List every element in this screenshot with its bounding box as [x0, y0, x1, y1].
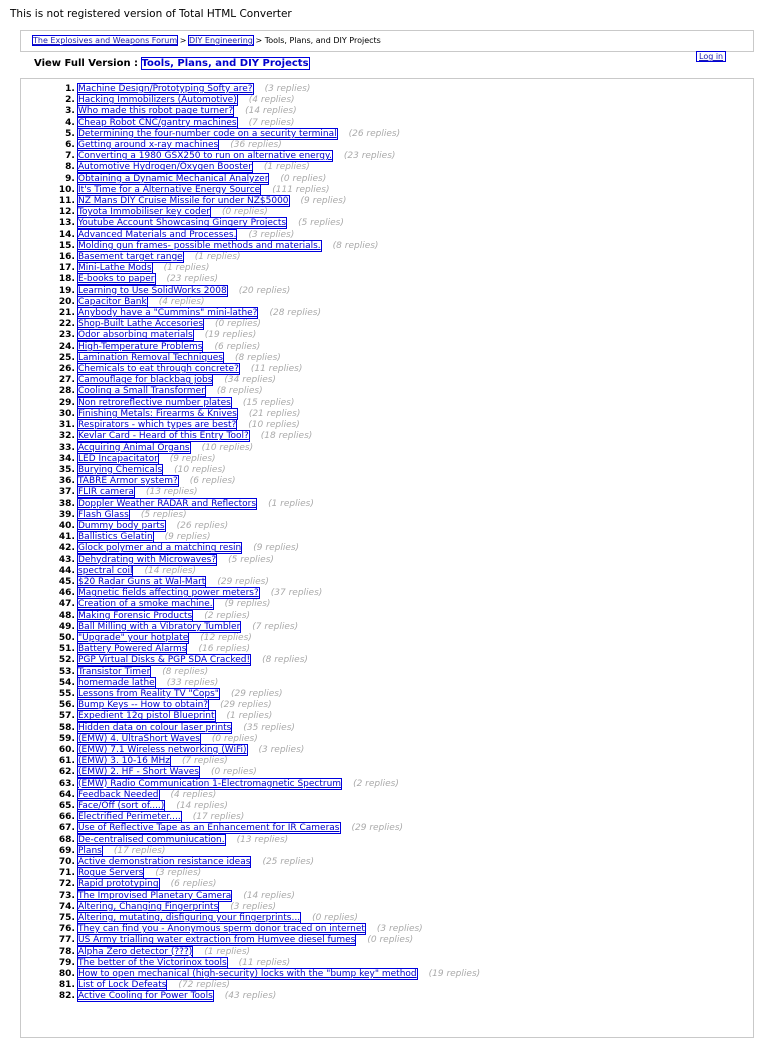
reply-count: (4 replies): [248, 95, 295, 106]
thread-item: [78, 196, 480, 207]
thread-item: [78, 689, 480, 700]
thread-link[interactable]: Plans: [78, 845, 102, 856]
reply-count: (1 replies): [163, 263, 210, 274]
thread-item: [78, 935, 480, 946]
thread-item: [78, 857, 480, 868]
thread-link[interactable]: Lamination Removal Techniques: [78, 352, 223, 363]
thread-link[interactable]: (EMW) 4. UltraShort Waves: [78, 733, 200, 744]
reply-count: (1 replies): [204, 946, 251, 957]
reply-count: (5 replies): [298, 218, 344, 229]
reply-count: (11 replies): [238, 957, 291, 968]
thread-link[interactable]: Converting a 1980 GSX250 to run on alternative energy.: [78, 151, 332, 162]
thread-link[interactable]: Lessons from Reality TV "Cops": [78, 688, 219, 699]
thread-link[interactable]: How to open mechanical (high-security) locks with the "bump key" method: [78, 969, 417, 980]
reply-count: (43 replies): [224, 991, 277, 1002]
thread-link[interactable]: NZ Mans DIY Cruise Missile for under NZ$5000: [78, 196, 289, 207]
reply-count: (17 replies): [192, 812, 245, 823]
thread-item: [78, 655, 480, 666]
reply-count: (1 replies): [268, 498, 314, 509]
thread-link[interactable]: They can find you - Anonymous sperm donor traced on internet: [78, 924, 365, 935]
thread-item: [78, 286, 480, 297]
reply-count: (29 replies): [230, 688, 283, 699]
thread-item: [78, 969, 480, 980]
thread-link[interactable]: Capacitor Bank: [78, 296, 147, 307]
thread-link[interactable]: Doppler Weather RADAR and Reflectors: [78, 498, 257, 509]
thread-item: [78, 980, 480, 991]
thread-item: [78, 431, 480, 442]
thread-item: [78, 543, 480, 554]
thread-item: [78, 353, 480, 364]
thread-link[interactable]: List of Lock Defeats: [78, 980, 167, 991]
reply-count: (4 replies): [170, 789, 217, 800]
thread-item: [78, 443, 480, 454]
thread-item: [78, 779, 480, 790]
thread-link[interactable]: PGP Virtual Disks & PGP SDA Cracked!: [78, 655, 251, 666]
thread-item: [78, 521, 480, 532]
thread-link[interactable]: Acquiring Animal Organs: [78, 442, 190, 453]
thread-item: [78, 846, 480, 857]
unregistered-banner: This is not registered version of Total HTML Converter: [10, 8, 292, 20]
reply-count: (3 replies): [155, 868, 202, 879]
reply-count: (12 replies): [200, 632, 252, 643]
reply-count: (0 replies): [211, 767, 257, 778]
thread-item: [78, 711, 480, 722]
reply-count: (10 replies): [174, 464, 226, 475]
reply-count: (10 replies): [248, 420, 300, 431]
reply-count: (3 replies): [376, 924, 423, 935]
reply-count: (0 replies): [211, 733, 258, 744]
reply-count: (19 replies): [428, 969, 481, 980]
thread-item: [78, 532, 480, 543]
thread-item: [78, 823, 480, 834]
reply-count: (34 replies): [224, 375, 276, 386]
reply-count: (1 replies): [194, 252, 241, 263]
thread-link[interactable]: Bump Keys -- How to obtain?: [78, 700, 209, 711]
thread-link[interactable]: Creation of a smoke machine.: [78, 599, 213, 610]
thread-link[interactable]: LED Incapacitator: [78, 453, 158, 464]
thread-item: [78, 644, 480, 655]
thread-item: [78, 420, 480, 431]
reply-count: (14 replies): [144, 565, 196, 576]
reply-count: (9 replies): [253, 543, 300, 554]
thread-link[interactable]: Rapid prototyping: [78, 879, 159, 890]
thread-item: [78, 252, 480, 263]
reply-count: (2 replies): [353, 778, 399, 789]
thread-item: [78, 162, 480, 173]
thread-link[interactable]: Active Cooling for Power Tools: [78, 991, 213, 1002]
thread-link[interactable]: Dehydrating with Microwaves?: [78, 554, 217, 565]
reply-count: (29 replies): [217, 576, 269, 587]
thread-link[interactable]: $20 Radar Guns at Wal-Mart: [78, 576, 206, 587]
reply-count: (26 replies): [176, 520, 229, 531]
thread-item: [78, 398, 480, 409]
reply-count: (11 replies): [250, 364, 303, 375]
thread-link[interactable]: (EMW) 7.1 Wireless networking (WiFi): [78, 744, 247, 755]
thread-item: [78, 756, 480, 767]
full-version-label: View Full Version :: [34, 58, 139, 69]
thread-item: [78, 790, 480, 801]
thread-item: [78, 868, 480, 879]
thread-link[interactable]: Youtube Account Showcasing Gingery Projects: [78, 218, 287, 229]
thread-link[interactable]: It's Time for a Alternative Energy Source: [78, 184, 261, 195]
thread-item: [78, 84, 480, 95]
thread-item: [78, 913, 480, 924]
thread-item: [78, 745, 480, 756]
thread-link[interactable]: Altering, mutating, disfiguring your fingerprints...: [78, 913, 301, 924]
thread-item: [78, 588, 480, 599]
thread-list: [0, 84, 480, 1003]
reply-count: (14 replies): [245, 106, 297, 117]
reply-count: (9 replies): [169, 453, 216, 464]
reply-count: (10 replies): [201, 442, 254, 453]
thread-link[interactable]: Who made this robot page turner?: [78, 106, 234, 117]
thread-link[interactable]: Kevlar Card - Heard of this Entry Tool?: [78, 431, 249, 442]
thread-item: [78, 95, 480, 106]
thread-item: [78, 734, 480, 745]
breadcrumb-separator: >: [179, 36, 187, 45]
thread-link[interactable]: "Upgrade" your hotplate: [78, 632, 189, 643]
thread-link[interactable]: Feedback Needed: [78, 789, 159, 800]
thread-item: [78, 342, 480, 353]
thread-link[interactable]: Use of Reflective Tape as an Enhancement for IR Cameras: [78, 823, 340, 834]
reply-count: (3 replies): [264, 84, 311, 94]
thread-item: [78, 633, 480, 644]
thread-link[interactable]: E-books to paper: [78, 274, 155, 285]
reply-count: (36 replies): [230, 140, 282, 151]
thread-item: [78, 263, 480, 274]
thread-link[interactable]: Altering, Changing Fingerprints: [78, 901, 219, 912]
reply-count: (111 replies): [272, 184, 330, 195]
thread-link[interactable]: Machine Design/Prototyping Softy are?: [78, 84, 253, 94]
thread-item: [78, 924, 480, 935]
thread-item: [78, 308, 480, 319]
thread-item: [78, 118, 480, 129]
reply-count: (6 replies): [214, 341, 261, 352]
thread-link[interactable]: Hidden data on colour laser prints: [78, 722, 232, 733]
thread-link[interactable]: Toyota Immobiliser key coder: [78, 207, 210, 218]
thread-link[interactable]: Alpha Zero detector (???): [78, 946, 193, 957]
reply-count: (0 replies): [312, 913, 358, 924]
login-link[interactable]: Log in: [699, 52, 724, 61]
thread-link[interactable]: Automotive Hydrogen/Oxygen Booster: [78, 162, 252, 173]
thread-link[interactable]: Flash Glass: [78, 509, 129, 520]
thread-item: [78, 801, 480, 812]
reply-count: (33 replies): [166, 677, 219, 688]
reply-count: (20 replies): [238, 285, 291, 296]
thread-item: [78, 723, 480, 734]
breadcrumb-forum-link[interactable]: The Explosives and Weapons Forum: [33, 36, 178, 45]
thread-link[interactable]: Getting around x-ray machines: [78, 140, 219, 151]
thread-link[interactable]: High-Temperature Problems: [78, 341, 203, 352]
full-version-heading: [34, 58, 309, 69]
reply-count: (25 replies): [262, 857, 314, 868]
thread-item: [78, 991, 480, 1002]
thread-item: [78, 218, 480, 229]
reply-count: (16 replies): [198, 644, 250, 655]
reply-count: (7 replies): [252, 621, 299, 632]
thread-link[interactable]: Cooling a Small Transformer: [78, 386, 205, 397]
thread-item: [78, 958, 480, 969]
reply-count: (1 replies): [263, 162, 310, 173]
thread-link[interactable]: Camouflage for blackbag jobs: [78, 375, 213, 386]
reply-count: (3 replies): [258, 744, 305, 755]
reply-count: (29 replies): [220, 700, 272, 711]
thread-link[interactable]: Mini-Lathe Mods: [78, 263, 152, 274]
thread-link[interactable]: FLIR camera: [78, 487, 134, 498]
thread-item: [78, 375, 480, 386]
thread-item: [78, 566, 480, 577]
reply-count: (4 replies): [158, 296, 205, 307]
thread-item: [78, 140, 480, 151]
thread-link[interactable]: Respirators - which types are best?: [78, 420, 237, 431]
thread-link[interactable]: Burying Chemicals: [78, 464, 163, 475]
thread-link[interactable]: Magnetic fields affecting power meters?: [78, 588, 259, 599]
thread-item: [78, 207, 480, 218]
reply-count: (19 replies): [204, 330, 257, 341]
thread-item: [78, 947, 480, 958]
thread-link[interactable]: The better of the Victorinox tools: [78, 957, 227, 968]
reply-count: (0 replies): [215, 319, 261, 330]
breadcrumb: [20, 30, 754, 52]
thread-link[interactable]: Chemicals to eat through concrete?: [78, 364, 239, 375]
reply-count: (5 replies): [228, 554, 274, 565]
thread-link[interactable]: Molding gun frames- possible methods and materials.: [78, 240, 321, 251]
reply-count: (3 replies): [248, 229, 295, 240]
thread-item: [78, 510, 480, 521]
thread-item: [78, 767, 480, 778]
thread-item: [78, 129, 480, 140]
thread-link[interactable]: Electrified Perimeter....: [78, 812, 181, 823]
thread-link[interactable]: Basement target range: [78, 252, 183, 263]
reply-count: (17 replies): [113, 845, 166, 856]
reply-count: (13 replies): [145, 487, 198, 498]
thread-link[interactable]: Obtaining a Dynamic Mechanical Analyzer: [78, 173, 269, 184]
reply-count: (9 replies): [300, 196, 347, 207]
thread-item: [78, 185, 480, 196]
thread-item: [78, 409, 480, 420]
thread-item: [78, 106, 480, 117]
reply-count: (6 replies): [170, 879, 217, 890]
thread-item: [78, 487, 480, 498]
thread-link[interactable]: Rogue Servers: [78, 868, 144, 879]
thread-link[interactable]: homemade lathe: [78, 677, 155, 688]
thread-link[interactable]: Anybody have a "Cummins" mini-lathe?: [78, 308, 258, 319]
reply-count: (29 replies): [351, 823, 404, 834]
thread-link[interactable]: Active demonstration resistance ideas: [78, 857, 251, 868]
thread-item: [78, 555, 480, 566]
reply-count: (0 replies): [221, 207, 268, 218]
thread-item: [78, 577, 480, 588]
thread-item: [78, 700, 480, 711]
reply-count: (7 replies): [248, 117, 295, 128]
thread-item: [78, 465, 480, 476]
thread-item: [78, 241, 480, 252]
reply-count: (28 replies): [269, 308, 321, 319]
full-version-link[interactable]: Tools, Plans, and DIY Projects: [141, 58, 309, 69]
thread-item: [78, 274, 480, 285]
thread-item: [78, 476, 480, 487]
reply-count: (3 replies): [230, 901, 277, 912]
reply-count: (8 replies): [162, 666, 209, 677]
reply-count: (9 replies): [164, 532, 211, 543]
thread-link[interactable]: TABRE Armor system?: [78, 476, 178, 487]
reply-count: (23 replies): [343, 151, 396, 162]
thread-item: [78, 835, 480, 846]
thread-item: [78, 499, 480, 510]
breadcrumb-current: Tools, Plans, and DIY Projects: [264, 36, 381, 45]
reply-count: (14 replies): [176, 801, 228, 811]
thread-item: [78, 902, 480, 913]
thread-link[interactable]: Expedient 12g pistol Blueprint: [78, 711, 215, 722]
thread-link[interactable]: Face/Off (sort of....): [78, 801, 165, 811]
reply-count: (0 replies): [367, 935, 414, 946]
thread-item: [78, 667, 480, 678]
thread-link[interactable]: Determining the four-number code on a security terminal: [78, 128, 337, 139]
thread-link[interactable]: The Improvised Planetary Camera: [78, 890, 232, 901]
thread-item: [78, 174, 480, 185]
thread-link[interactable]: Ballistics Gelatin: [78, 532, 153, 543]
reply-count: (6 replies): [189, 476, 236, 487]
reply-count: (72 replies): [178, 980, 230, 991]
thread-link[interactable]: Battery Powered Alarms: [78, 644, 187, 655]
thread-link[interactable]: De-centralised communiucation.: [78, 834, 225, 845]
thread-link[interactable]: (EMW) 3. 10-16 MHz: [78, 756, 170, 767]
thread-item: [78, 678, 480, 689]
reply-count: (37 replies): [270, 588, 323, 599]
thread-link[interactable]: Hacking Immobilizers (Automotive): [78, 95, 237, 106]
reply-count: (7 replies): [181, 756, 228, 767]
reply-count: (8 replies): [216, 386, 263, 397]
reply-count: (14 replies): [243, 890, 295, 901]
thread-link[interactable]: spectral coil: [78, 565, 133, 576]
thread-link[interactable]: Shop-Built Lathe Accesories: [78, 319, 204, 330]
thread-item: [78, 611, 480, 622]
thread-item: [78, 386, 480, 397]
reply-count: (9 replies): [224, 599, 271, 610]
thread-item: [78, 891, 480, 902]
thread-item: [78, 879, 480, 890]
thread-item: [78, 454, 480, 465]
thread-link[interactable]: Odor absorbing materials: [78, 330, 193, 341]
thread-link[interactable]: Glock polymer and a matching resin: [78, 543, 242, 554]
reply-count: (21 replies): [248, 408, 301, 419]
breadcrumb-section-link[interactable]: DIY Engineering: [188, 36, 253, 45]
thread-item: [78, 599, 480, 610]
thread-item: [78, 364, 480, 375]
thread-link[interactable]: Learning to Use SolidWorks 2008: [78, 285, 227, 296]
thread-link[interactable]: Transistor Timer: [78, 666, 151, 677]
thread-link[interactable]: US Army trialling water extraction from Humvee diesel fumes: [78, 935, 356, 946]
reply-count: (35 replies): [243, 722, 295, 733]
reply-count: (1 replies): [226, 711, 273, 722]
reply-count: (8 replies): [234, 352, 281, 363]
thread-link[interactable]: Making Forensic Products: [78, 610, 193, 621]
thread-item: [78, 319, 480, 330]
reply-count: (15 replies): [242, 397, 295, 408]
thread-link[interactable]: (EMW) 2. HF - Short Waves: [78, 767, 199, 778]
thread-link[interactable]: Cheap Robot CNC/gantry machines: [78, 117, 237, 128]
thread-item: [78, 151, 480, 162]
thread-item: [78, 230, 480, 241]
reply-count: (0 replies): [280, 173, 327, 184]
reply-count: (13 replies): [236, 834, 289, 845]
thread-item: [78, 622, 480, 633]
thread-item: [78, 812, 480, 823]
thread-link[interactable]: Advanced Materials and Processes.: [78, 229, 237, 240]
reply-count: (23 replies): [166, 274, 219, 285]
reply-count: (8 replies): [332, 240, 379, 251]
reply-count: (26 replies): [348, 128, 401, 139]
reply-count: (2 replies): [204, 610, 251, 621]
breadcrumb-separator: >: [255, 36, 263, 45]
reply-count: (18 replies): [260, 431, 313, 442]
thread-link[interactable]: (EMW) Radio Communication 1-Electromagnetic Spectrum: [78, 778, 342, 789]
thread-link[interactable]: Finishing Metals: Firearms & Knives: [78, 408, 237, 419]
thread-link[interactable]: Ball Milling with a Vibratory Tumbler: [78, 621, 241, 632]
thread-link[interactable]: Non retroreflective number plates: [78, 397, 231, 408]
reply-count: (5 replies): [140, 509, 187, 520]
thread-item: [78, 297, 480, 308]
reply-count: (8 replies): [262, 655, 308, 666]
thread-item: [78, 330, 480, 341]
thread-link[interactable]: Dummy body parts: [78, 520, 165, 531]
